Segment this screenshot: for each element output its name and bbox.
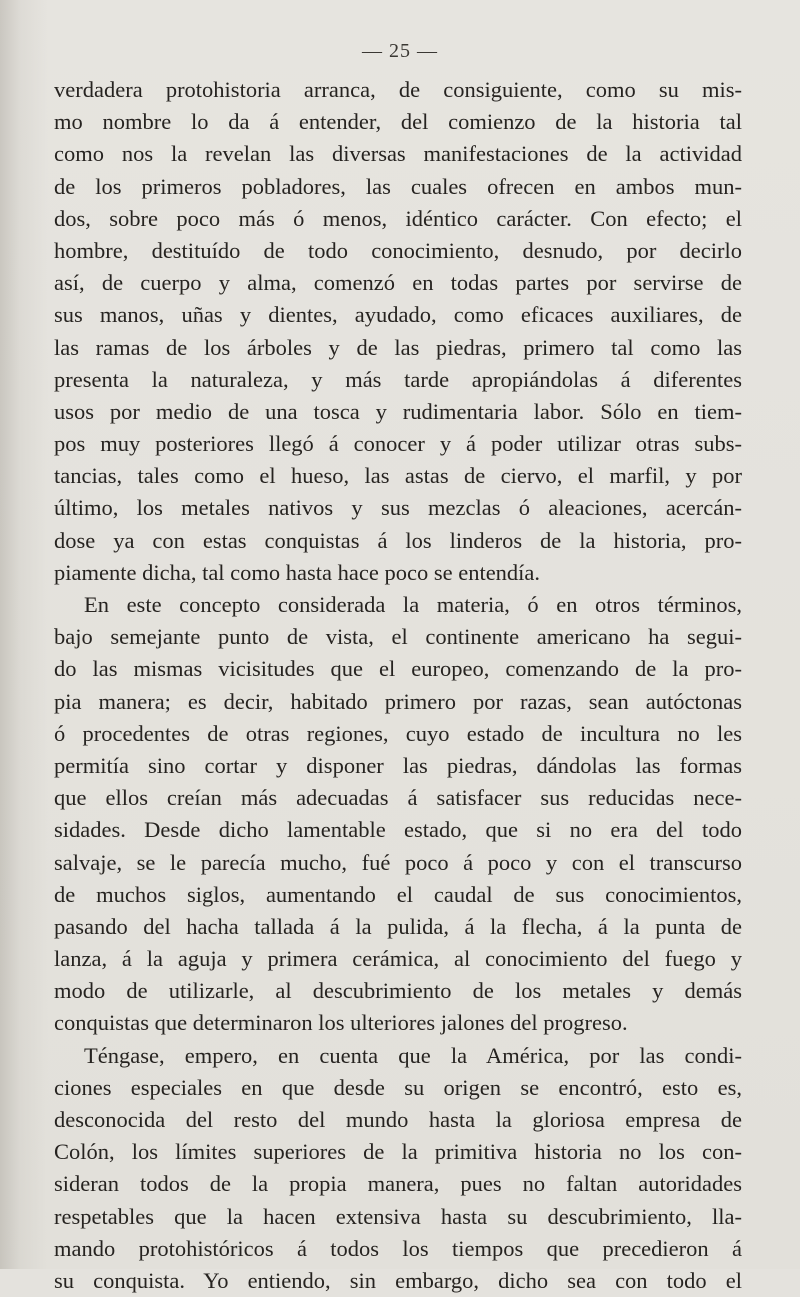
text-line: mando protohistóricos á todos los tiempos que precedieron á (54, 1235, 742, 1261)
text-line: de muchos siglos, aumentando el caudal de sus conocimientos, (54, 881, 742, 907)
text-line: permitía sino cortar y disponer las piedras, dándolas las formas (54, 752, 742, 778)
text-line: sus manos, uñas y dientes, ayudado, como eficaces auxiliares, de (54, 302, 742, 328)
text-line: sideran todos de la propia manera, pues no faltan autoridades (54, 1171, 742, 1197)
text-line: tancias, tales como el hueso, las astas de ciervo, el marfil, y por (54, 463, 742, 489)
text-line: dose ya con estas conquistas á los linderos de la historia, pro- (54, 527, 742, 553)
paragraph-end-line: piamente dicha, tal como hasta hace poco se entendía. (54, 559, 541, 585)
text-line: que ellos creían más adecuadas á satisfacer sus reducidas nece- (54, 785, 742, 811)
text-line: usos por medio de una tosca y rudimentaria labor. Sólo en tiem- (54, 398, 742, 424)
paragraph-first-line: Téngase, empero, en cuenta que la América, por las condi- (84, 1042, 742, 1068)
text-line: salvaje, se le parecía mucho, fué poco á poco y con el transcurso (54, 849, 742, 875)
text-line: do las mismas vicisitudes que el europeo, comenzando de la pro- (54, 656, 742, 682)
text-line: pasando del hacha tallada á la pulida, á la flecha, á la punta de (54, 913, 742, 939)
text-line: lanza, á la aguja y primera cerámica, al conocimiento del fuego y (54, 946, 742, 972)
body-text (54, 74, 742, 1297)
text-line: sidades. Desde dicho lamentable estado, que si no era del todo (54, 817, 742, 843)
text-line: ó procedentes de otras regiones, cuyo estado de incultura no les (54, 720, 742, 746)
text-line: presenta la naturaleza, y más tarde apropiándolas á diferentes (54, 366, 742, 392)
text-line: ciones especiales en que desde su origen se encontró, esto es, (54, 1074, 742, 1100)
text-line: bajo semejante punto de vista, el continente americano ha segui- (54, 624, 742, 650)
text-line: Colón, los límites superiores de la primitiva historia no los con- (54, 1139, 742, 1165)
text-line: mo nombre lo da á entender, del comienzo de la historia tal (54, 109, 742, 135)
text-line: su conquista. Yo entiendo, sin embargo, dicho sea con todo el (54, 1267, 742, 1293)
text-line: modo de utilizarle, al descubrimiento de los metales y demás (54, 978, 742, 1004)
text-line: respetables que la hacen extensiva hasta su descubrimiento, lla- (54, 1203, 742, 1229)
text-line: pos muy posteriores llegó á conocer y á poder utilizar otras subs- (54, 431, 742, 457)
text-line: desconocida del resto del mundo hasta la gloriosa empresa de (54, 1107, 742, 1132)
text-line: pia manera; es decir, habitado primero por razas, sean autóctonas (54, 688, 742, 714)
text-line: hombre, destituído de todo conocimiento, desnudo, por decirlo (54, 237, 742, 263)
text-line: de los primeros pobladores, las cuales ofrecen en ambos mun- (54, 173, 742, 199)
text-line: así, de cuerpo y alma, comenzó en todas partes por servirse de (54, 270, 742, 296)
page-number: — 25 — (362, 40, 438, 62)
text-line: verdadera protohistoria arranca, de consiguiente, como su mis- (54, 77, 742, 102)
paragraph-end-line: conquistas que determinaron los ulteriores jalones del progreso. (54, 1010, 628, 1036)
paragraph-first-line: En este concepto considerada la materia, ó en otros términos, (84, 592, 742, 617)
text-line: dos, sobre poco más ó menos, idéntico carácter. Con efecto; el (54, 205, 742, 231)
text-line: último, los metales nativos y sus mezclas ó aleaciones, acercán- (54, 495, 742, 521)
text-line: las ramas de los árboles y de las piedras, primero tal como las (54, 334, 742, 360)
text-line: como nos la revelan las diversas manifestaciones de la actividad (54, 141, 742, 167)
